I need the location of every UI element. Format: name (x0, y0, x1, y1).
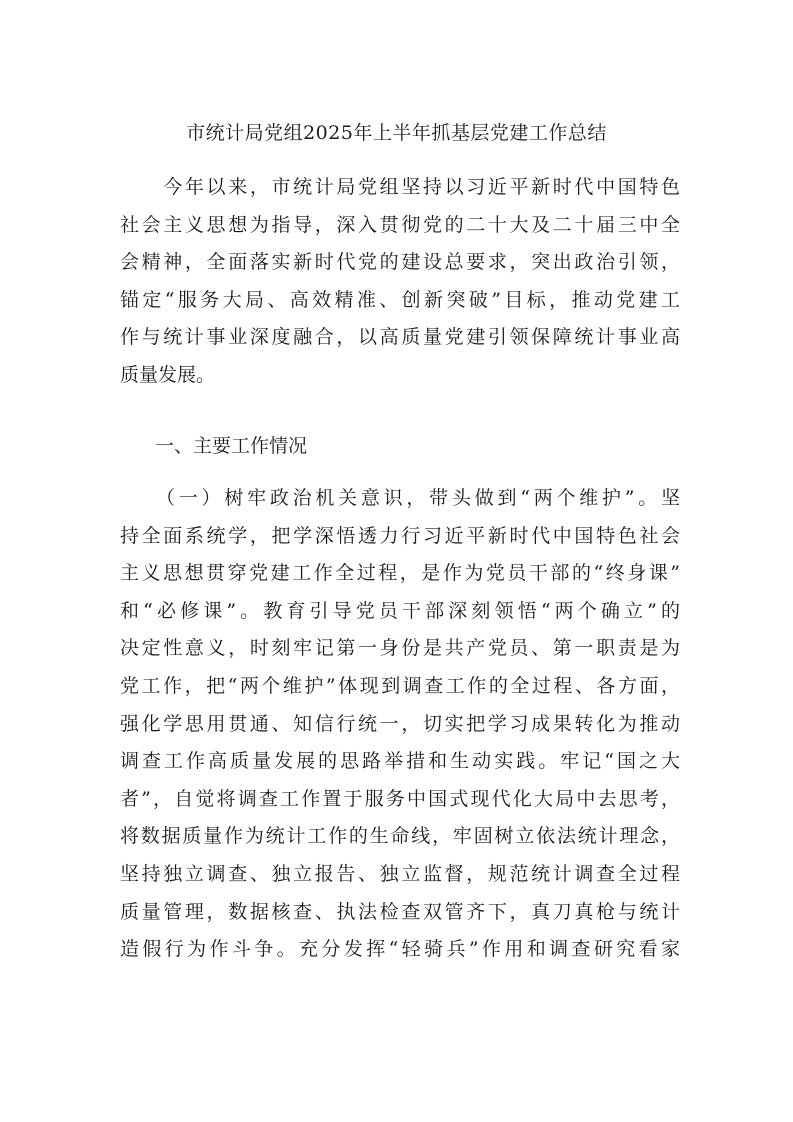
paragraph-line: 持全面系统学，把学深悟透力行习近平新时代中国特色社会 (120, 524, 680, 547)
paragraph-line: 强化学思用贯通、知信行统一，切实把学习成果转化为推动 (120, 712, 680, 735)
paragraph-line: （一）树牢政治机关意识，带头做到“两个维护”。坚 (120, 487, 680, 509)
section-paragraph (120, 480, 680, 969)
paragraph-line: 主义思想贯穿党建工作全过程，是作为党员干部的“终身课” (120, 562, 680, 585)
paragraph-line: 和“必修课”。教育引导党员干部深刻领悟“两个确立”的 (120, 599, 680, 622)
paragraph-line: 会精神，全面落实新时代党的建设总要求，突出政治引领， (120, 251, 680, 274)
document-title: 市统计局党组2025年上半年抓基层党建工作总结 (186, 122, 607, 144)
paragraph-line: 质量管理，数据核查、执法检查双管齐下，真刀真枪与统计 (120, 900, 680, 923)
paragraph-line: 造假行为作斗争。充分发挥“轻骑兵”作用和调查研究看家 (120, 938, 680, 961)
paragraph-line: 社会主义思想为指导，深入贯彻党的二十大及二十届三中全 (120, 213, 680, 236)
paragraph-line: 决定性意义，时刻牢记第一身份是共产党员、第一职责是为 (120, 637, 680, 660)
paragraph-line: 者”，自觉将调查工作置于服务中国式现代化大局中去思考， (120, 787, 680, 810)
paragraph-line: 作与统计事业深度融合，以高质量党建引领保障统计事业高 (120, 326, 680, 349)
paragraph-line: 党工作，把“两个维护”体现到调查工作的全过程、各方面， (120, 674, 680, 697)
paragraph-line: 质量发展。 (120, 363, 216, 386)
paragraph-line: 锚定“服务大局、高效精准、创新突破”目标，推动党建工 (120, 288, 680, 311)
paragraph-line: 今年以来，市统计局党组坚持以习近平新时代中国特色 (120, 176, 680, 198)
paragraph-line: 将数据质量作为统计工作的生命线，牢固树立依法统计理念， (120, 825, 680, 848)
intro-paragraph (120, 169, 680, 395)
paragraph-line: 调查工作高质量发展的思路举措和生动实践。牢记“国之大 (120, 750, 680, 773)
paragraph-line: 坚持独立调查、独立报告、独立监督，规范统计调查全过程 (120, 862, 680, 885)
section-heading: 一、主要工作情况 (155, 435, 308, 457)
